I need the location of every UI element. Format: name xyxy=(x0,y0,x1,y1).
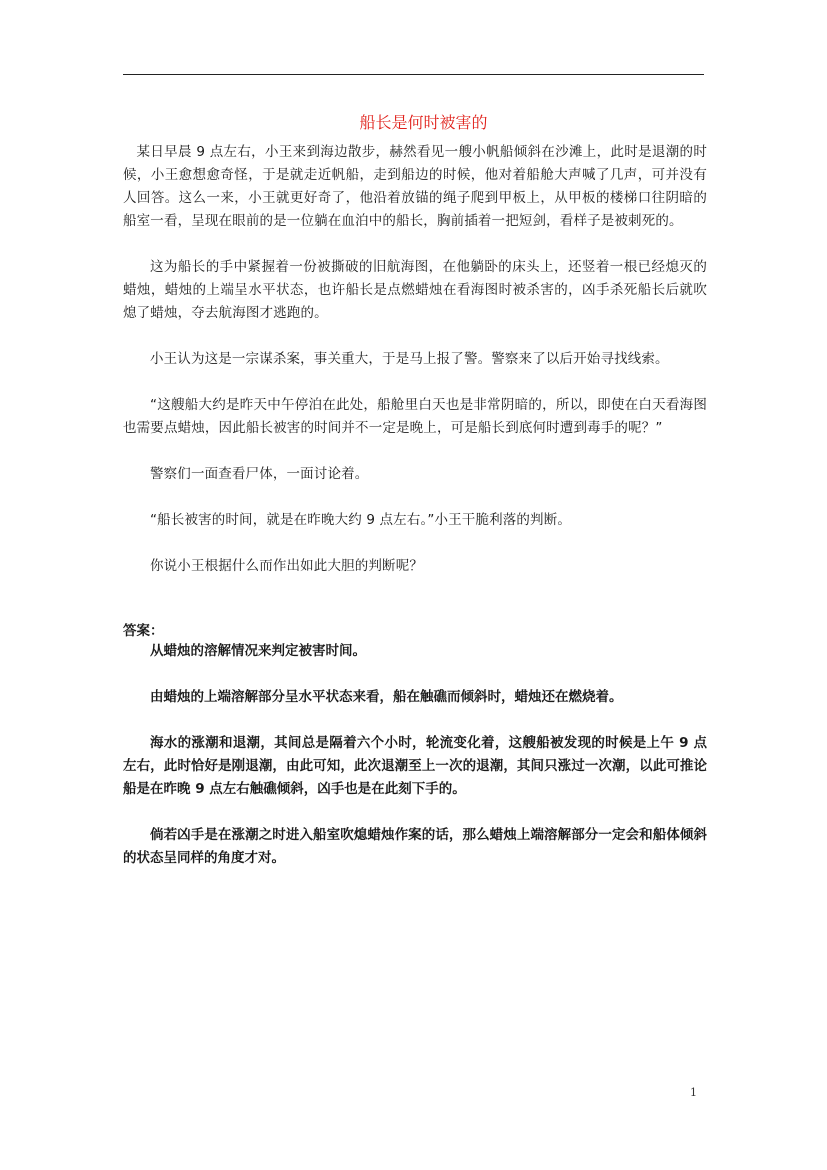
page-number: 1 xyxy=(690,1086,697,1099)
story-paragraph-6: “船长被害的时间，就是在昨晚大约 9 点左右。”小王干脆利落的判断。 xyxy=(150,512,572,528)
story-paragraph-1: 某日早晨 9 点左右，小王来到海边散步，赫然看见一艘小帆船倾斜在沙滩上，此时是退潮的时候，小王愈想愈奇怪，于是就走近帆船，走到船边的时候，他对着船舱大声喊了几声，可并没有人回答。这么一来，小王就更好奇了，他沿着放锚的绳子爬到甲板上，从甲板的楼梯口往阴暗的船室一看，呈现在眼前的是一位躺在血泊中的船长，胸前插着一把短剑，看样子是被刺死的。 xyxy=(123,144,707,229)
answer-paragraph-2: 由蜡烛的上端溶解部分呈水平状态来看，船在触礁而倾斜时，蜡烛还在燃烧着。 xyxy=(150,689,623,705)
story-paragraph-3: 小王认为这是一宗谋杀案，事关重大，于是马上报了警。警察来了以后开始寻找线索。 xyxy=(150,351,669,367)
story-paragraph-7: 你说小王根据什么而作出如此大胆的判断呢？ xyxy=(150,558,423,574)
answer-paragraph-4: 倘若凶手是在涨潮之时进入船室吹熄蜡烛作案的话，那么蜡烛上端溶解部分一定会和船体倾斜的状态呈同样的角度才对。 xyxy=(123,827,707,866)
header-rule xyxy=(123,74,704,75)
answer-paragraph-1: 从蜡烛的溶解情况来判定被害时间。 xyxy=(150,643,366,659)
answer-body xyxy=(123,640,707,870)
answer-label: 答案： xyxy=(123,623,164,639)
document-title: 船长是何时被害的 xyxy=(359,113,488,132)
answer-paragraph-3: 海水的涨潮和退潮，其间总是隔着六个小时，轮流变化着，这艘船被发现的时候是上午 9 点左右，此时恰好是刚退潮，由此可知，此次退潮至上一次的退潮，其间只涨过一次潮，以此可推论船是在昨晚 9 点左右触礁倾斜，凶手也是在此刻下手的。 xyxy=(123,735,707,797)
story-paragraph-2: 这为船长的手中紧握着一份被撕破的旧航海图，在他躺卧的床头上，还竖着一根已经熄灭的蜡烛，蜡烛的上端呈水平状态，也许船长是点燃蜡烛在看海图时被杀害的，凶手杀死船长后就吹熄了蜡烛，夺去航海图才逃跑的。 xyxy=(123,259,707,321)
story-paragraph-4: “这艘船大约是昨天中午停泊在此处，船舱里白天也是非常阴暗的，所以，即使在白天看海图也需要点蜡烛，因此船长被害的时间并不一定是晚上，可是船长到底何时遭到毒手的呢？” xyxy=(123,397,707,436)
story-body xyxy=(123,141,707,578)
story-paragraph-5: 警察们一面查看尸体，一面讨论着。 xyxy=(150,466,369,482)
